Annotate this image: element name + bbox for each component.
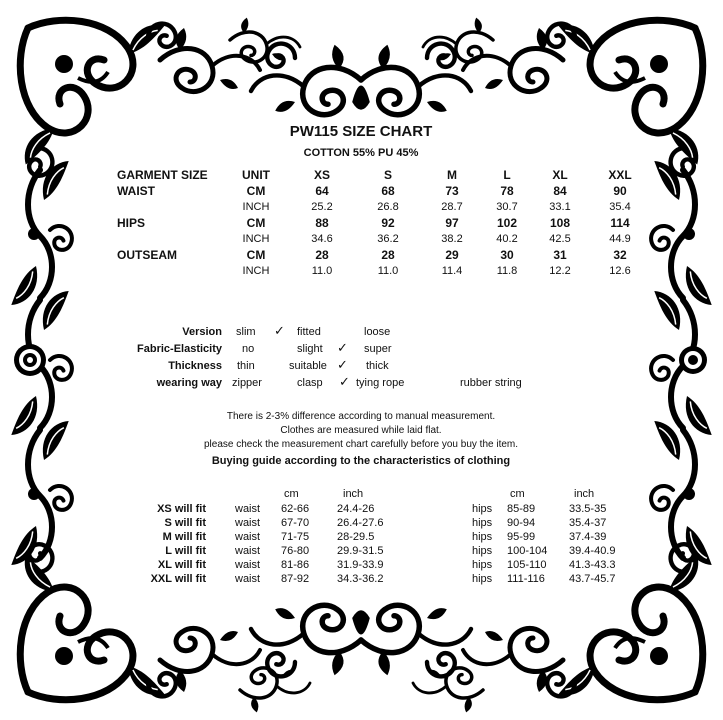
table-cell: 68 (381, 184, 395, 198)
fit-label: XL will fit (157, 559, 206, 571)
checkmark-icon: ✓ (339, 374, 350, 389)
characteristic-option: thin (237, 360, 255, 372)
characteristic-option: loose (364, 326, 391, 338)
size-header: XS (313, 168, 330, 182)
table-cell: 28.7 (441, 201, 463, 213)
waist-inch: 28-29.5 (337, 531, 375, 543)
hips-label: hips (472, 559, 493, 571)
waist-cm: 71-75 (281, 531, 310, 543)
waist-inch: 31.9-33.9 (337, 559, 384, 571)
hips-cm: 100-104 (507, 545, 548, 557)
note-line: please check the measurement chart carefully before you buy the item. (203, 439, 519, 450)
checkmark-icon: ✓ (337, 357, 348, 372)
table-cell: 28 (381, 248, 395, 262)
table-cell: 108 (549, 216, 571, 230)
checkmark-icon: ✓ (274, 323, 285, 338)
characteristic-option: clasp (297, 377, 323, 389)
size-header: M (447, 168, 457, 182)
table-cell: 30 (500, 248, 514, 262)
page-title: PW115 SIZE CHART (289, 123, 433, 140)
waist-label: waist (235, 559, 261, 571)
row-label-hips: HIPS (117, 216, 146, 230)
guide-inch-label: inch (574, 488, 595, 500)
characteristic-option: no (242, 343, 255, 355)
material-subtitle: COTTON 55% PU 45% (303, 147, 419, 159)
size-header: L (503, 168, 511, 182)
waist-cm: 62-66 (281, 503, 310, 515)
hips-cm: 105-110 (507, 559, 547, 571)
waist-cm: 67-70 (281, 517, 310, 529)
hips-label: hips (472, 517, 493, 529)
characteristic-option: slight (297, 343, 323, 355)
table-cell: 30.7 (496, 201, 518, 213)
table-cell: 11.4 (441, 265, 463, 277)
table-cell: 33.1 (549, 201, 571, 213)
waist-inch: 26.4-27.6 (337, 517, 384, 529)
waist-label: waist (235, 545, 261, 557)
size-header: S (383, 168, 392, 182)
fit-label: L will fit (165, 545, 206, 557)
hips-cm: 90-94 (507, 517, 536, 529)
waist-inch: 34.3-36.2 (337, 573, 384, 585)
table-cell: 11.0 (377, 265, 399, 277)
guide-cm-label: cm (510, 488, 525, 500)
characteristic-option: zipper (232, 377, 262, 389)
table-cell: 84 (553, 184, 567, 198)
table-cell: 40.2 (496, 233, 518, 245)
table-cell: 102 (496, 216, 518, 230)
guide-heading: Buying guide according to the characteristics of clothing (211, 455, 511, 467)
waist-cm: 76-80 (281, 545, 310, 557)
row-label-outseam: OUTSEAM (117, 248, 177, 262)
guide-inch-label: inch (343, 488, 364, 500)
fit-label: M will fit (162, 531, 206, 543)
waist-cm: 81-86 (281, 559, 310, 571)
table-cell: 90 (613, 184, 627, 198)
table-cell: 44.9 (609, 233, 631, 245)
garment-size-label: GARMENT SIZE (117, 168, 208, 182)
hips-label: hips (472, 545, 493, 557)
table-cell: 42.5 (549, 233, 571, 245)
unit-cell: INCH (242, 233, 270, 245)
hips-inch: 39.4-40.9 (569, 545, 616, 557)
table-cell: 114 (610, 216, 630, 230)
unit-label: UNIT (242, 168, 270, 182)
waist-label: waist (235, 517, 261, 529)
table-cell: 26.8 (377, 201, 399, 213)
hips-cm: 111-116 (507, 573, 545, 585)
hips-inch: 43.7-45.7 (569, 573, 616, 585)
unit-cell: CM (246, 216, 266, 230)
table-cell: 11.8 (496, 265, 518, 277)
characteristic-label: Version (182, 326, 222, 338)
table-cell: 34.6 (311, 233, 333, 245)
table-cell: 35.4 (609, 201, 631, 213)
table-cell: 73 (445, 184, 459, 198)
hips-inch: 41.3-43.3 (569, 559, 616, 571)
fit-label: XS will fit (157, 503, 206, 515)
unit-cell: CM (246, 184, 266, 198)
unit-cell: INCH (242, 265, 270, 277)
characteristic-label: Thickness (168, 360, 222, 372)
table-cell: 78 (500, 184, 514, 198)
checkmark-icon: ✓ (337, 340, 348, 355)
table-cell: 64 (315, 184, 329, 198)
row-label-waist: WAIST (117, 184, 155, 198)
table-cell: 29 (445, 248, 459, 262)
table-cell: 28 (315, 248, 329, 262)
waist-inch: 24.4-26 (337, 503, 375, 515)
hips-inch: 37.4-39 (569, 531, 607, 543)
fit-label: S will fit (164, 517, 206, 529)
table-cell: 92 (381, 216, 395, 230)
waist-label: waist (235, 503, 261, 515)
table-cell: 31 (553, 248, 567, 262)
characteristic-option: super (364, 343, 392, 355)
hips-cm: 85-89 (507, 503, 536, 515)
note-line: There is 2-3% difference according to manual measurement. (226, 411, 496, 422)
characteristic-option: thick (366, 360, 389, 372)
waist-inch: 29.9-31.5 (337, 545, 384, 557)
unit-cell: INCH (242, 201, 270, 213)
size-header: XXL (608, 168, 632, 182)
hips-label: hips (472, 531, 493, 543)
characteristic-option: slim (236, 326, 256, 338)
waist-cm: 87-92 (281, 573, 310, 585)
hips-label: hips (472, 503, 493, 515)
table-cell: 88 (315, 216, 329, 230)
guide-cm-label: cm (284, 488, 299, 500)
table-cell: 12.2 (549, 265, 571, 277)
hips-inch: 33.5-35 (569, 503, 607, 515)
characteristic-label: wearing way (156, 377, 222, 389)
characteristic-option: tying rope (356, 377, 405, 389)
table-cell: 25.2 (311, 201, 333, 213)
characteristic-option: suitable (289, 360, 327, 372)
size-header: XL (552, 168, 568, 182)
table-cell: 32 (613, 248, 627, 262)
characteristic-option: fitted (297, 326, 321, 338)
hips-inch: 35.4-37 (569, 517, 607, 529)
fit-label: XXL will fit (150, 573, 206, 585)
characteristic-label: Fabric-Elasticity (137, 343, 222, 355)
table-cell: 12.6 (609, 265, 631, 277)
unit-cell: CM (246, 248, 266, 262)
characteristic-option: rubber string (460, 377, 522, 389)
hips-cm: 95-99 (507, 531, 536, 543)
waist-label: waist (235, 531, 261, 543)
waist-label: waist (235, 573, 261, 585)
table-cell: 38.2 (441, 233, 463, 245)
table-cell: 11.0 (311, 265, 333, 277)
table-cell: 97 (445, 216, 459, 230)
note-line: Clothes are measured while laid flat. (280, 425, 442, 436)
hips-label: hips (472, 573, 493, 585)
table-cell: 36.2 (377, 233, 399, 245)
